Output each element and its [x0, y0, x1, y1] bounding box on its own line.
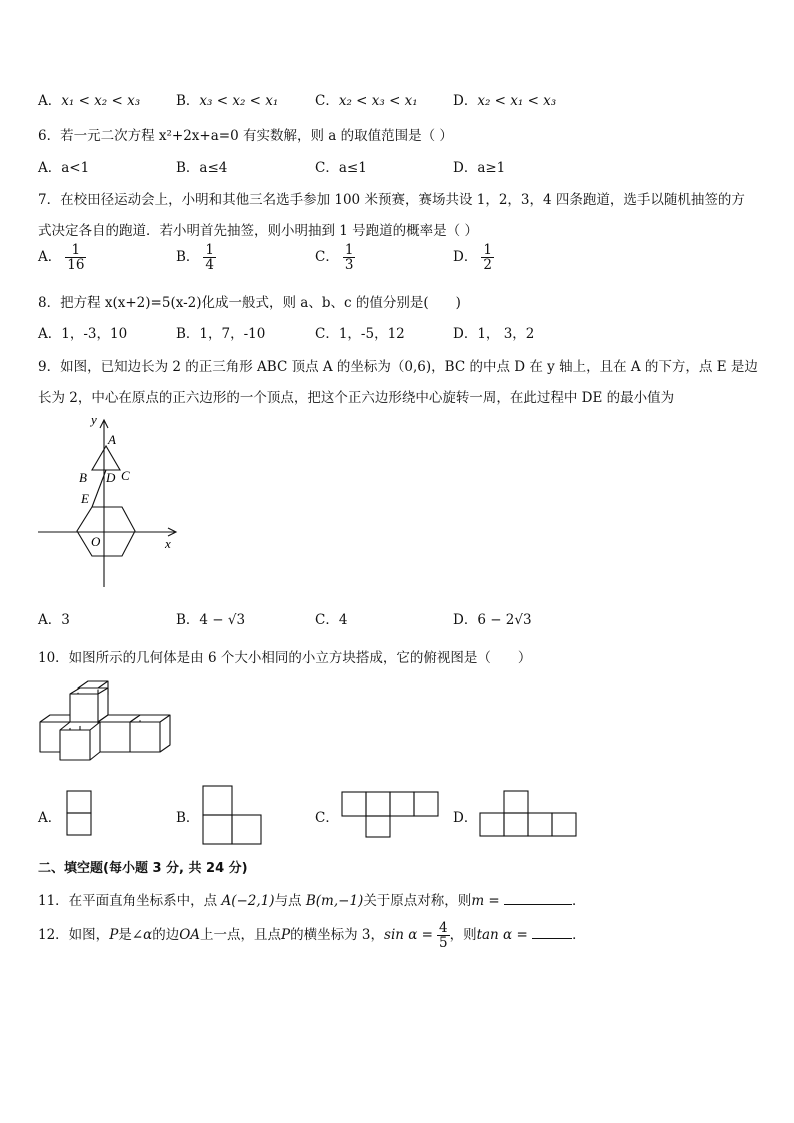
label-y: y [91, 412, 97, 427]
q10-option-c[interactable]: C． [315, 810, 339, 826]
q10-option-b[interactable]: B． [176, 810, 200, 826]
q6-option-d[interactable]: D．a≥1 [453, 160, 506, 176]
q11-point-a: A(−2,1) [221, 893, 275, 909]
q5-option-d[interactable]: D．x₂ < x₁ < x₃ [453, 93, 557, 109]
q7-stem-line1: 7．在校田径运动会上，小明和其他三名选手参加 100 米预赛，赛场共设 1，2，3，4 四条跑道，选手以随机抽签的方 [38, 192, 745, 208]
q8-option-d[interactable]: D．1， 3，2 [453, 326, 535, 342]
view-a [67, 791, 91, 835]
q5-option-c[interactable]: C．x₂ < x₃ < x₁ [315, 93, 418, 109]
q8-stem: 8．把方程 x(x+2)=5(x-2)化成一般式，则 a、b、c 的值分别是( ) [38, 295, 461, 311]
q5-option-a-expr: x₁ < x₂ < x₃ [61, 93, 141, 109]
view-b [203, 786, 261, 844]
q5-option-d-expr: x₂ < x₁ < x₃ [477, 93, 557, 109]
q6-option-b[interactable]: B．a≤4 [176, 160, 228, 176]
q10-option-d[interactable]: D． [453, 810, 478, 826]
q7-stem-line2: 式决定各自的跑道．若小明首先抽签，则小明抽到 1 号跑道的概率是（ ） [38, 223, 478, 239]
q9-option-d[interactable]: D．6 − 2√3 [453, 612, 532, 628]
q11-answer-blank[interactable] [504, 904, 572, 905]
q8-option-c[interactable]: C．1，-5，12 [315, 326, 405, 342]
q9-stem-line2: 长为 2，中心在原点的正六边形的一个顶点，把这个正六边形绕中心旋转一周，在此过程中 DE 的最小值为 [38, 390, 675, 406]
q12: 12．如图，P是∠α的边OA上一点，且点P的横坐标为 3，sin α = $\frac{4}{5}$ ，则tan α = ． [38, 920, 586, 952]
q5-option-a[interactable]: A．x₁ < x₂ < x₃ [38, 93, 141, 109]
section-title-fill-in: 二、填空题(每小题 3 分, 共 24 分) [38, 861, 248, 876]
q9-option-d-expr: 6 − 2√3 [477, 612, 532, 628]
q9-option-c[interactable]: C．4 [315, 612, 348, 628]
q7-option-c[interactable]: C． $\frac{1}{3}$ [315, 242, 354, 274]
q7-fraction-c: $\frac{1}{3}$ [344, 242, 354, 274]
q10-option-a[interactable]: A． [38, 810, 62, 826]
label-d: D [106, 470, 116, 485]
q6-option-a[interactable]: A．a<1 [38, 160, 90, 176]
q7-option-a[interactable]: A． $\frac{1}{16}$ [38, 242, 85, 274]
label-b: B [79, 470, 87, 485]
q11-point-b: B(m,−1) [305, 893, 364, 909]
label-c: C [121, 468, 130, 483]
q5-option-b[interactable]: B．x₃ < x₂ < x₁ [176, 93, 279, 109]
label-x: x [165, 536, 171, 551]
q8-option-b[interactable]: B．1，7，-10 [176, 326, 266, 342]
q5-option-c-expr: x₂ < x₃ < x₁ [338, 93, 418, 109]
q8-option-a[interactable]: A．1，-3，10 [38, 326, 128, 342]
q9-option-b-expr: 4 − √3 [199, 612, 246, 628]
q12-fraction: $\frac{4}{5}$ [438, 920, 448, 952]
label-o: O [91, 534, 101, 549]
label-a: A [108, 432, 116, 447]
view-c [342, 792, 438, 837]
q12-answer-blank[interactable] [532, 938, 572, 939]
q7-fraction-d: $\frac{1}{2}$ [483, 242, 492, 274]
q7-option-d[interactable]: D． $\frac{1}{2}$ [453, 242, 492, 274]
q9-option-a[interactable]: A．3 [38, 612, 70, 628]
q6-stem: 6．若一元二次方程 x²+2x+a=0 有实数解，则 a 的取值范围是（ ） [38, 128, 453, 144]
q10-stem: 10．如图所示的几何体是由 6 个大小相同的小立方块搭成，它的俯视图是（ ） [38, 650, 532, 666]
view-d [480, 791, 576, 836]
q7-option-b[interactable]: B． $\frac{1}{4}$ [176, 242, 215, 274]
q11: 11．在平面直角坐标系中，点 A(−2,1)与点 B(m,−1)关于原点对称，则m = ． [38, 893, 586, 909]
q7-fraction-b: $\frac{1}{4}$ [205, 242, 215, 274]
q7-fraction-a: $\frac{1}{16}$ [67, 242, 85, 274]
q6-option-c[interactable]: C．a≤1 [315, 160, 367, 176]
q5-option-b-expr: x₃ < x₂ < x₁ [199, 93, 279, 109]
q9-option-b[interactable]: B．4 − √3 [176, 612, 246, 628]
label-e: E [81, 491, 89, 506]
q9-stem-line1: 9．如图，已知边长为 2 的正三角形 ABC 顶点 A 的坐标为（0,6)，BC 的中点 D 在 y 轴上，且在 A 的下方，点 E 是边 [38, 359, 758, 375]
